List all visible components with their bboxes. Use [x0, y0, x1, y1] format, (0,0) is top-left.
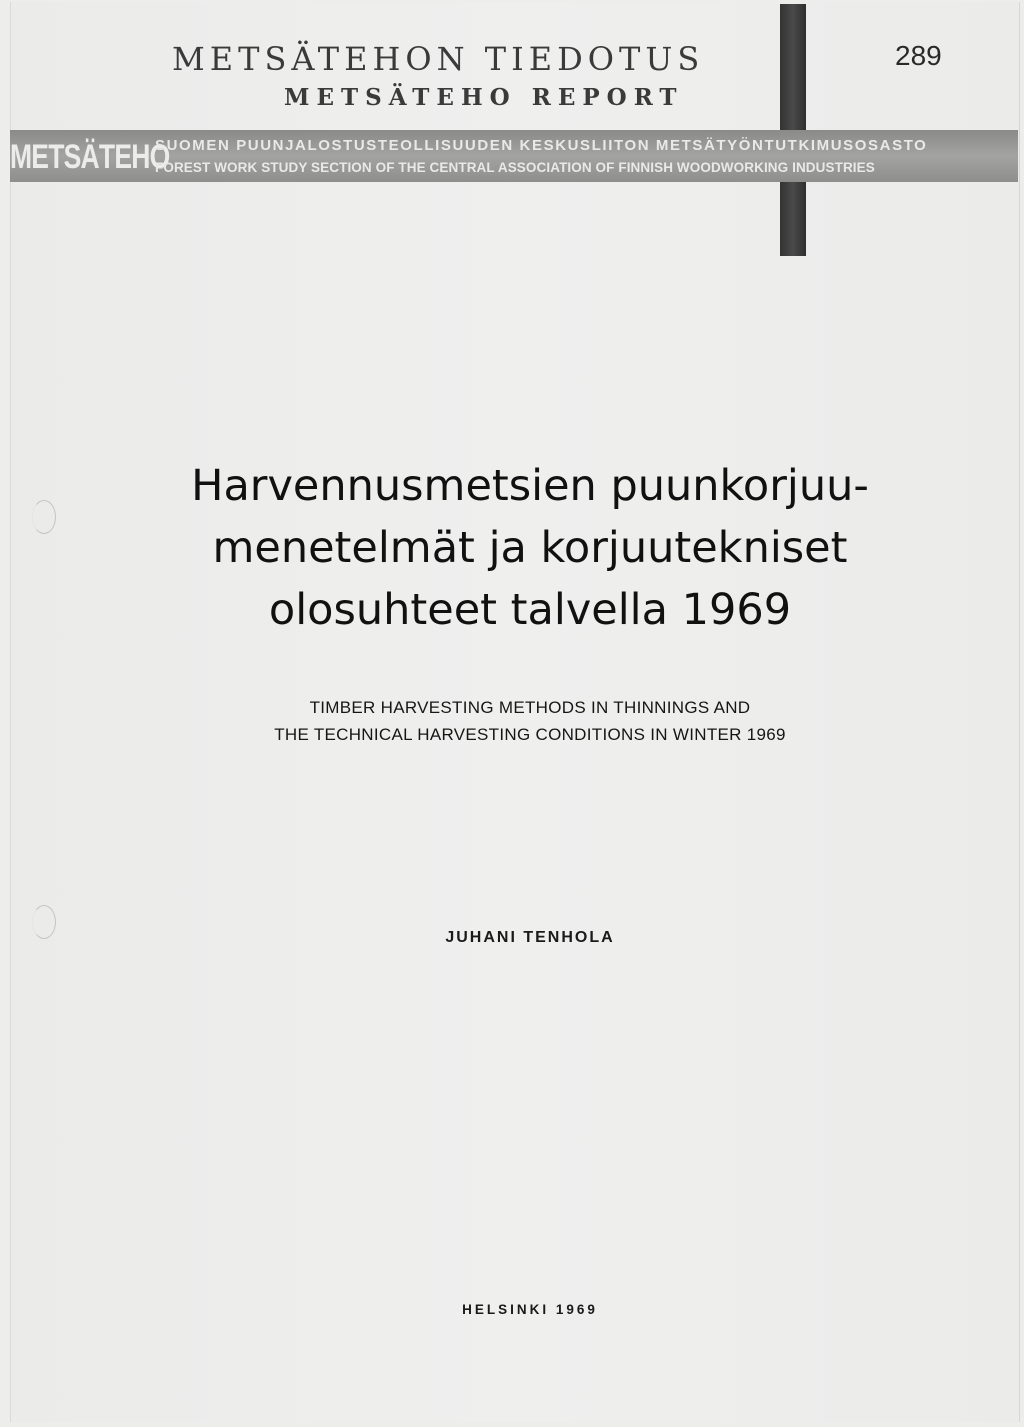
finnish-title: [120, 455, 940, 641]
organization-name-english: FOREST WORK STUDY SECTION OF THE CENTRAL ASSOCIATION OF FINNISH WOODWORKING INDUSTRIES: [155, 160, 875, 175]
finnish-title-line: Harvennusmetsien puunkorjuu-: [191, 461, 869, 511]
finnish-title-line: menetelmät ja korjuutekniset: [212, 523, 848, 573]
finnish-title-line: olosuhteet talvella 1969: [268, 585, 792, 635]
series-subtitle: METSÄTEHO REPORT: [284, 84, 684, 111]
english-title-line: TIMBER HARVESTING METHODS IN THINNINGS AND: [309, 698, 751, 717]
imprint-place-year: HELSINKI 1969: [462, 1302, 598, 1317]
organization-name-finnish: SUOMEN PUUNJALOSTUSTEOLLISUUDEN KESKUSLIITON METSÄTYÖNTUTKIMUSOSASTO: [155, 137, 928, 154]
punch-hole-bottom: [32, 905, 56, 939]
punch-hole-top: [32, 500, 56, 534]
author-name: JUHANI TENHOLA: [445, 929, 615, 946]
english-title: [160, 694, 900, 748]
series-title: METSÄTEHON TIEDOTUS: [172, 40, 705, 78]
metsateho-logo: METSÄTEHO: [10, 138, 170, 176]
report-number: 289: [895, 40, 942, 71]
english-title-line: THE TECHNICAL HARVESTING CONDITIONS IN WINTER 1969: [274, 725, 786, 744]
